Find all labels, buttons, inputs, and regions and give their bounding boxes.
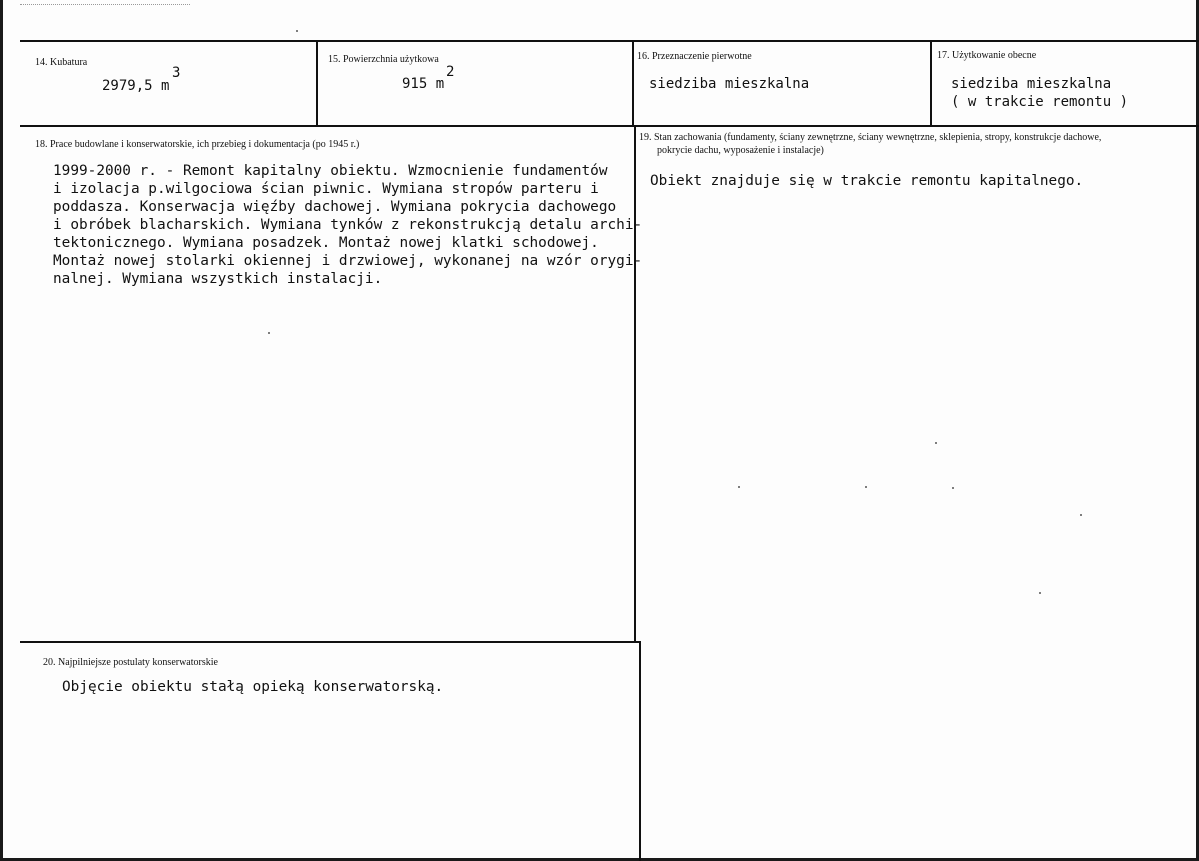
field-16-value: siedziba mieszkalna — [649, 76, 810, 92]
scan-speck — [738, 486, 740, 488]
field-19-label-line-2: pokrycie dachu, wyposażenie i instalacje) — [657, 145, 824, 156]
field-14-value: 2979,5 m — [102, 78, 170, 94]
top-cut-text-remnant — [20, 0, 190, 5]
top-border-line — [20, 40, 1199, 42]
field-17-value-line-2: ( w trakcie remontu ) — [951, 94, 1129, 110]
field-19-value: Obiekt znajduje się w trakcie remontu kapitalnego. — [650, 173, 1084, 189]
row-divider-line — [20, 125, 1199, 127]
scan-speck — [296, 30, 298, 32]
scan-speck — [268, 332, 270, 334]
scan-edge-left — [0, 0, 3, 861]
field-18-line: i obróbek blacharskich. Wymiana tynków z rekonstrukcją detalu archi- — [53, 217, 643, 233]
field-15-label: 15. Powierzchnia użytkowa — [328, 54, 439, 65]
divider-15-16 — [632, 40, 634, 126]
field-17-label: 17. Użytkowanie obecne — [937, 50, 1037, 61]
divider-18-19 — [634, 125, 636, 642]
field-18-line: poddasza. Konserwacja więźby dachowej. Wymiana pokrycia dachowego — [53, 199, 617, 215]
divider-20-19 — [639, 641, 641, 861]
field-18-line: nalnej. Wymiana wszystkich instalacji. — [53, 271, 383, 287]
scan-speck — [1080, 514, 1082, 516]
field-20-label: 20. Najpilniejsze postulaty konserwatorskie — [43, 657, 218, 668]
divider-14-15 — [316, 40, 318, 126]
scan-speck — [935, 442, 937, 444]
field-15-exponent: 2 — [446, 64, 455, 80]
field-20-value: Objęcie obiektu stałą opieką konserwatorską. — [62, 679, 444, 695]
divider-16-17 — [930, 40, 932, 126]
field-18-line: i izolacja p.wilgociowa ścian piwnic. Wymiana stropów parteru i — [53, 181, 599, 197]
field-14-label: 14. Kubatura — [35, 57, 88, 68]
field-15-value: 915 m — [402, 76, 445, 92]
field-14-exponent: 3 — [172, 65, 181, 81]
field-18-line: 1999-2000 r. - Remont kapitalny obiektu. Wzmocnienie fundamentów — [53, 163, 608, 179]
field-18-line: tektonicznego. Wymiana posadzek. Montaż nowej klatki schodowej. — [53, 235, 599, 251]
field-19-label-line-1: 19. Stan zachowania (fundamenty, ściany zewnętrzne, ściany wewnętrzne, sklepienia, stropy, konstrukcje dachowe, — [639, 132, 1102, 143]
scan-speck — [952, 487, 954, 489]
field-18-line: Montaż nowej stolarki okiennej i drzwiowej, wykonanej na wzór orygi- — [53, 253, 643, 269]
scan-speck — [1039, 592, 1041, 594]
scan-speck — [865, 486, 867, 488]
field-18-label: 18. Prace budowlane i konserwatorskie, ich przebieg i dokumentacja (po 1945 r.) — [35, 139, 360, 150]
field-16-label: 16. Przeznaczenie pierwotne — [637, 51, 752, 62]
field-17-value-line-1: siedziba mieszkalna — [951, 76, 1112, 92]
section-20-divider-line — [20, 641, 640, 643]
